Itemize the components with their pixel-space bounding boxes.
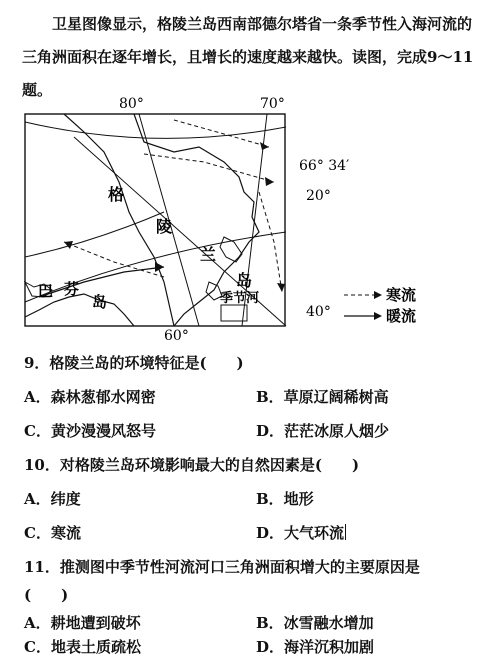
- question-11-stem-cont: ( ): [24, 586, 69, 604]
- island-shape: [220, 237, 242, 262]
- region-char: 岛: [236, 271, 253, 290]
- river-label: 季节河: [220, 291, 260, 306]
- q10-option-a[interactable]: A．纬度: [24, 490, 81, 508]
- intro-paragraph: 卫星图像显示，格陵兰岛西南部德尔塔省一条季节性入海河流的三角洲面积在逐年增长，且增长的速度越来越快。读图，完成9～11题。: [22, 15, 474, 99]
- baffin-char: 岛: [92, 293, 108, 311]
- parallel-line-2: [25, 212, 164, 257]
- lon-label-60: 60°: [164, 328, 189, 342]
- q10-option-d[interactable]: [256, 522, 346, 543]
- q11-option-c[interactable]: C．地表土质疏松: [24, 638, 141, 656]
- q11-option-a[interactable]: A．耕地遭到破坏: [24, 614, 141, 632]
- baffin-char: 巴: [38, 282, 54, 300]
- question-11-stem: 11．推测图中季节性河流河口三角洲面积增大的主要原因是: [24, 558, 420, 576]
- q10-option-d-text: D．大气环流: [256, 524, 345, 542]
- legend-warm-label: 暖流: [386, 307, 417, 325]
- cold-current-arrow: [174, 120, 269, 147]
- q9-option-d[interactable]: D．茫茫冰原人烟少: [256, 422, 390, 440]
- q10-option-b[interactable]: B．地形: [256, 490, 314, 508]
- legend-cold-label: 寒流: [386, 286, 417, 304]
- region-char: 陵: [156, 217, 173, 236]
- parallel-line-3: [25, 122, 286, 138]
- lat-label-arctic: 66° 34′: [299, 158, 350, 174]
- q11-option-d[interactable]: D．海洋沉积加剧: [256, 638, 375, 656]
- q9-option-a[interactable]: A．森林葱郁水网密: [24, 388, 156, 406]
- text-cursor: [345, 524, 346, 540]
- region-char: 兰: [200, 245, 217, 264]
- region-char: 格: [108, 185, 125, 204]
- lat-label-40: 40°: [306, 304, 331, 320]
- cold-current-arrow: [259, 192, 282, 292]
- question-9-stem: 9．格陵兰岛的环境特征是( ): [24, 354, 244, 372]
- q11-option-b[interactable]: B．冰雪融水增加: [256, 614, 374, 632]
- baffin-char: 芬: [64, 280, 80, 298]
- lon-label-80: 80°: [119, 96, 144, 112]
- q9-option-c[interactable]: C．黄沙漫漫风怒号: [24, 422, 156, 440]
- lon-label-70: 70°: [260, 96, 285, 112]
- greenland-map: [24, 92, 474, 342]
- q9-option-b[interactable]: B．草原辽阔稀树高: [256, 388, 389, 406]
- cold-current-arrow: [144, 154, 274, 182]
- q10-option-c[interactable]: C．寒流: [24, 524, 81, 542]
- lat-label-20: 20°: [306, 188, 331, 204]
- question-10-stem: 10．对格陵兰岛环境影响最大的自然因素是( ): [24, 456, 360, 474]
